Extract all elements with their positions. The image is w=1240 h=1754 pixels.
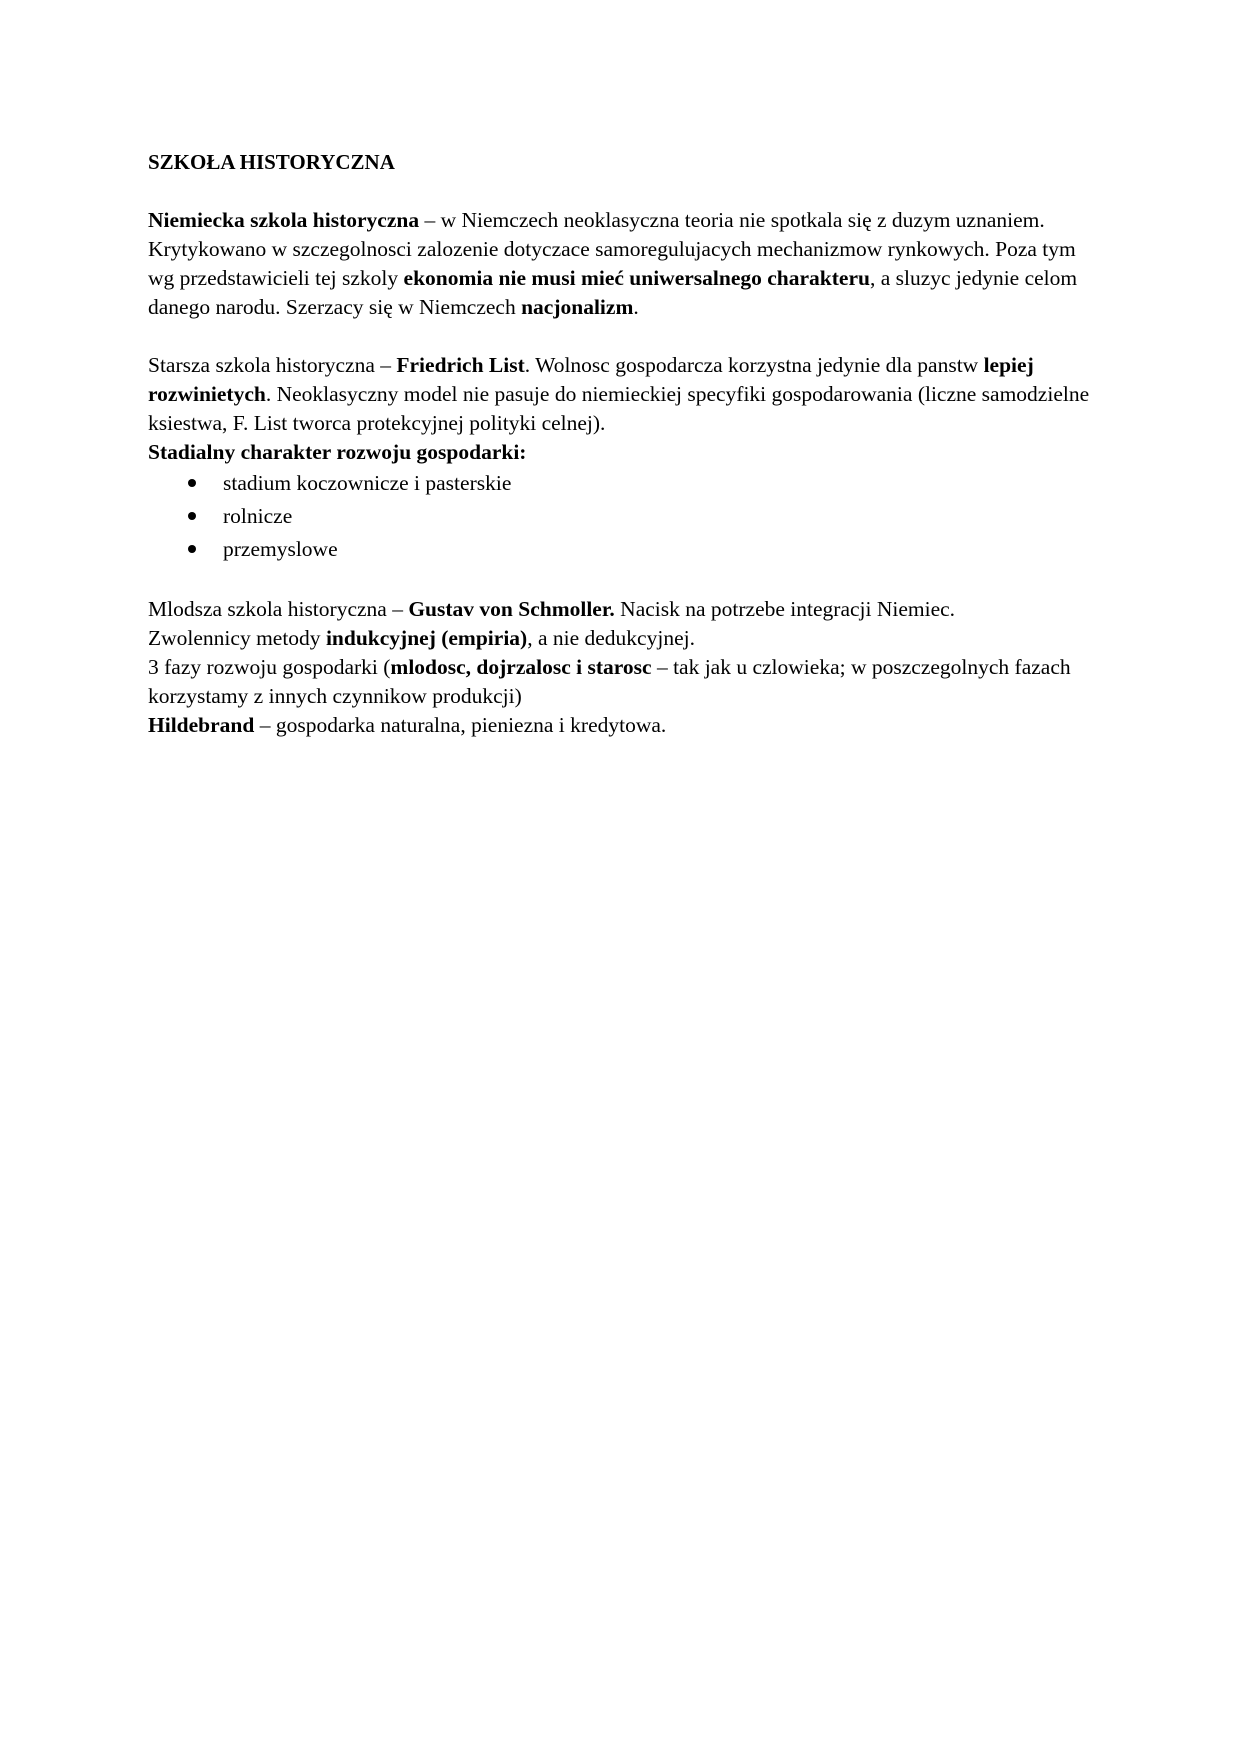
bullet-icon — [188, 545, 196, 553]
text-segment: 3 fazy rozwoju gospodarki ( — [148, 655, 391, 679]
text-segment: – tak jak u czlowieka; w poszczegolnych fazach korzystamy z innych czynnikow produkcji) — [148, 655, 1071, 708]
list-item-label: rolnicze — [223, 504, 293, 528]
text-segment: . — [633, 295, 639, 319]
term-lepiej-rozwinietych: lepiej rozwinietych — [148, 353, 1034, 406]
paragraph-mlodsza-szkola — [148, 595, 1098, 624]
list-item — [148, 467, 1098, 500]
term-indukcyjnej: indukcyjnej (empiria) — [325, 626, 528, 650]
text-segment: . Wolnosc gospodarcza korzystna jedynie dla panstw — [524, 353, 984, 377]
list-item-label: przemyslowe — [223, 537, 338, 561]
term-stadialny-charakter: Stadialny charakter rozwoju gospodarki: — [148, 440, 527, 464]
paragraph-fazy — [148, 653, 1098, 711]
paragraph-hildebrand — [148, 711, 1098, 740]
bullet-icon — [188, 479, 196, 487]
stages-list — [148, 467, 1098, 566]
term-niemiecka-szkola: Niemiecka szkola historyczna — [148, 208, 420, 232]
document-title: SZKOŁA HISTORYCZNA — [148, 150, 395, 174]
text-segment: Starsza szkola historyczna – — [148, 353, 397, 377]
term-nacjonalizm: nacjonalizm — [521, 295, 634, 319]
term-ekonomia: ekonomia nie musi mieć uniwersalnego charakteru — [403, 266, 870, 290]
paragraph-gap — [148, 322, 1098, 351]
list-item-label: stadium koczownicze i pasterskie — [223, 471, 512, 495]
paragraph-starsza-szkola — [148, 351, 1098, 438]
text-segment: , a nie dedukcyjnej. — [527, 626, 695, 650]
text-segment: – w Niemczech neoklasyczna teoria nie spotkala się z duzym uznaniem. Krytykowano w szczegolnosci zalozenie dotyczace samoregulujacych mechanizmow rynkowych. Poza tym wg przedstawicieli tej szkoly — [148, 208, 1076, 290]
paragraph-stadialny — [148, 438, 1098, 467]
term-hildebrand: Hildebrand — [148, 713, 255, 737]
text-segment: Nacisk na potrzebe integracji Niemiec. — [614, 597, 956, 621]
text-segment: . Neoklasyczny model nie pasuje do niemieckiej specyfiki gospodarowania (liczne samodzielne ksiestwa, F. List tworca protekcyjnej polityki celnej). — [148, 382, 1090, 435]
text-segment: Zwolennicy metody — [148, 626, 326, 650]
bullet-icon — [188, 512, 196, 520]
text-segment: , a sluzyc jedynie celom danego narodu. Szerzacy się w Niemczech — [148, 266, 1078, 319]
list-item — [148, 500, 1098, 533]
paragraph-zwolennicy — [148, 624, 1098, 653]
term-friedrich-list: Friedrich List — [396, 353, 525, 377]
term-fazy: mlodosc, dojrzalosc i starosc — [390, 655, 652, 679]
text-segment: – gospodarka naturalna, pieniezna i kredytowa. — [254, 713, 667, 737]
list-item — [148, 533, 1098, 566]
text-segment: Mlodsza szkola historyczna – — [148, 597, 409, 621]
paragraph-gap — [148, 566, 1098, 595]
term-gustav-von-schmoller: Gustav von Schmoller. — [408, 597, 615, 621]
paragraph-niemiecka-szkola — [148, 206, 1098, 322]
document-page — [148, 148, 1098, 740]
